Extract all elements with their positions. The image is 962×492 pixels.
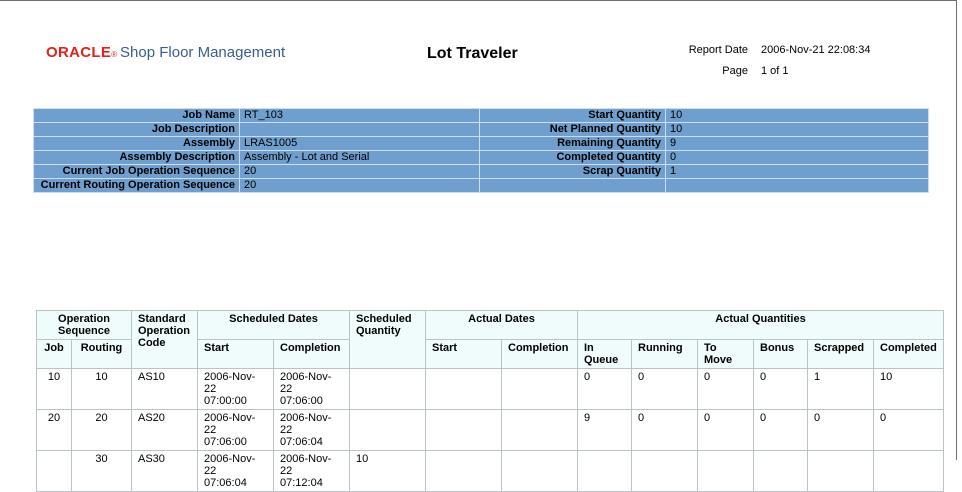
date-part: 2006-Nov-22 — [204, 371, 256, 395]
op-routing-cell: 10 — [72, 369, 132, 410]
logo-brand: ORACLE — [46, 44, 112, 61]
actual-dates-header: Actual Dates — [426, 311, 578, 340]
job-field-label: Current Job Operation Sequence — [34, 165, 240, 179]
sched-start-subheader: Start — [198, 340, 274, 369]
actual-completion-cell — [502, 410, 578, 451]
completed-cell: 10 — [874, 369, 944, 410]
op-code-cell: AS30 — [132, 451, 198, 492]
in-queue-subheader: In Queue — [578, 340, 632, 369]
to-move-subheader: To Move — [698, 340, 754, 369]
sched-start-cell — [198, 410, 274, 451]
job-field-value: 9 — [666, 137, 929, 151]
running-subheader: Running — [632, 340, 698, 369]
job-field-value: RT_103 — [240, 109, 480, 123]
op-job-cell — [37, 451, 72, 492]
in-queue-cell — [578, 451, 632, 492]
date-part: 2006-Nov-22 — [204, 453, 256, 477]
job-subheader: Job — [37, 340, 72, 369]
logo-product-name: Shop Floor Management — [120, 44, 286, 61]
job-field-value: Assembly - Lot and Serial — [240, 151, 480, 165]
job-field-value: 1 — [666, 165, 929, 179]
report-date-value: 2006-Nov-21 22:08:34 — [761, 44, 871, 56]
in-queue-cell: 9 — [578, 410, 632, 451]
job-field-label: Remaining Quantity — [480, 137, 666, 151]
date-part: 2006-Nov-22 — [204, 412, 256, 436]
op-job-cell: 20 — [37, 410, 72, 451]
actual-completion-subheader: Completion — [502, 340, 578, 369]
job-field-label: Completed Quantity — [480, 151, 666, 165]
routing-subheader: Routing — [72, 340, 132, 369]
op-routing-cell: 20 — [72, 410, 132, 451]
scrapped-cell: 0 — [808, 410, 874, 451]
job-field-value: LRAS1005 — [240, 137, 480, 151]
job-field-value: 20 — [240, 165, 480, 179]
job-field-label: Job Name — [34, 109, 240, 123]
job-field-label: Assembly — [34, 137, 240, 151]
job-header-table — [33, 108, 929, 193]
job-header-row — [34, 123, 929, 137]
time-part: 07:12:04 — [280, 477, 323, 489]
running-cell: 0 — [632, 410, 698, 451]
time-part: 07:06:04 — [204, 477, 247, 489]
sched-completion-cell — [274, 369, 350, 410]
job-field-value: 10 — [666, 109, 929, 123]
op-routing-cell: 30 — [72, 451, 132, 492]
date-part: 2006-Nov-22 — [280, 453, 332, 477]
job-header-row — [34, 151, 929, 165]
bonus-cell — [754, 451, 808, 492]
job-field-value — [666, 179, 929, 193]
operations-table — [36, 310, 944, 492]
actual-start-cell — [426, 410, 502, 451]
date-part: 2006-Nov-22 — [280, 412, 332, 436]
sched-qty-cell — [350, 369, 426, 410]
sched-qty-header: Scheduled Quantity — [350, 311, 426, 369]
op-seq-header: Operation Sequence — [37, 311, 132, 340]
page-label: Page — [722, 65, 748, 77]
to-move-cell: 0 — [698, 369, 754, 410]
sched-completion-subheader: Completion — [274, 340, 350, 369]
running-cell: 0 — [632, 369, 698, 410]
operation-row — [37, 369, 944, 410]
job-header-row — [34, 179, 929, 193]
time-part: 07:06:04 — [280, 436, 323, 448]
job-field-label: Current Routing Operation Sequence — [34, 179, 240, 193]
sched-completion-cell — [274, 451, 350, 492]
time-part: 07:06:00 — [280, 395, 323, 407]
actual-start-cell — [426, 369, 502, 410]
job-field-label: Job Description — [34, 123, 240, 137]
sched-start-cell — [198, 369, 274, 410]
page-value: 1 of 1 — [761, 65, 789, 77]
date-part: 2006-Nov-22 — [280, 371, 332, 395]
job-header-row — [34, 109, 929, 123]
job-field-label: Assembly Description — [34, 151, 240, 165]
actual-start-subheader: Start — [426, 340, 502, 369]
operation-row — [37, 410, 944, 451]
sched-start-cell — [198, 451, 274, 492]
report-date-label: Report Date — [688, 44, 748, 56]
op-code-cell: AS20 — [132, 410, 198, 451]
op-code-cell: AS10 — [132, 369, 198, 410]
actual-completion-cell — [502, 369, 578, 410]
job-field-value: 20 — [240, 179, 480, 193]
std-code-header: Standard Operation Code — [132, 311, 198, 369]
time-part: 07:06:00 — [204, 436, 247, 448]
actual-completion-cell — [502, 451, 578, 492]
completed-cell: 0 — [874, 410, 944, 451]
oracle-logo — [46, 44, 285, 61]
sched-dates-header: Scheduled Dates — [198, 311, 350, 340]
scrapped-subheader: Scrapped — [808, 340, 874, 369]
scrapped-cell: 1 — [808, 369, 874, 410]
bonus-subheader: Bonus — [754, 340, 808, 369]
time-part: 07:00:00 — [204, 395, 247, 407]
sched-completion-cell — [274, 410, 350, 451]
actual-qty-header: Actual Quantities — [578, 311, 944, 340]
sched-qty-cell: 10 — [350, 451, 426, 492]
sched-qty-cell — [350, 410, 426, 451]
job-header-row — [34, 137, 929, 151]
report-title: Lot Traveler — [427, 45, 518, 62]
job-field-label: Net Planned Quantity — [480, 123, 666, 137]
scrapped-cell — [808, 451, 874, 492]
job-field-label: Scrap Quantity — [480, 165, 666, 179]
job-field-label: Start Quantity — [480, 109, 666, 123]
to-move-cell: 0 — [698, 410, 754, 451]
logo-registered-mark: ® — [111, 50, 118, 59]
op-job-cell: 10 — [37, 369, 72, 410]
to-move-cell — [698, 451, 754, 492]
job-field-label — [480, 179, 666, 193]
completed-subheader: Completed — [874, 340, 944, 369]
job-field-value: 0 — [666, 151, 929, 165]
operation-row — [37, 451, 944, 492]
actual-start-cell — [426, 451, 502, 492]
job-field-value: 10 — [666, 123, 929, 137]
bonus-cell: 0 — [754, 410, 808, 451]
completed-cell — [874, 451, 944, 492]
bonus-cell: 0 — [754, 369, 808, 410]
in-queue-cell: 0 — [578, 369, 632, 410]
job-header-row — [34, 165, 929, 179]
job-field-value — [240, 123, 480, 137]
running-cell — [632, 451, 698, 492]
